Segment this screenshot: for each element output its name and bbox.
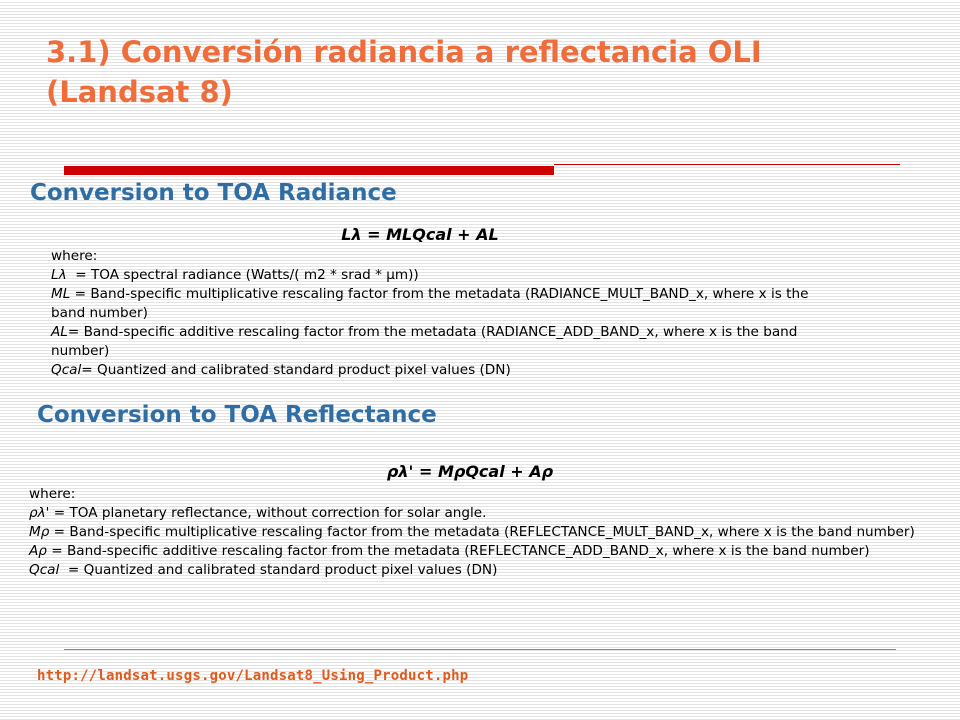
term-symbol: ML	[51, 286, 71, 302]
radiance-term	[51, 361, 831, 380]
term-description: = Quantized and calibrated standard product pixel values (DN)	[59, 562, 498, 578]
term-symbol: Qcal	[29, 562, 60, 578]
radiance-formula: Lλ = MLQcal + AL	[341, 225, 499, 244]
term-symbol: Lλ	[51, 267, 67, 283]
reflectance-where-label: where:	[29, 486, 76, 502]
reflectance-term	[29, 504, 924, 523]
title-divider-thick	[64, 166, 554, 175]
term-description: = Band-specific additive rescaling factor from the metadata (RADIANCE_ADD_BAND_x, where x is the band number)	[51, 324, 802, 359]
reflectance-definitions	[29, 485, 924, 580]
reflectance-heading: Conversion to TOA Reflectance	[37, 402, 437, 428]
reflectance-term	[29, 542, 924, 561]
radiance-heading: Conversion to TOA Radiance	[30, 180, 397, 206]
term-symbol: ρλ'	[29, 505, 50, 521]
term-symbol: Mρ	[29, 524, 50, 540]
term-description: = Band-specific additive rescaling factor from the metadata (REFLECTANCE_ADD_BAND_x, where x is the band number)	[46, 543, 870, 559]
radiance-where-label: where:	[51, 248, 98, 264]
radiance-definitions	[51, 247, 831, 380]
term-description: = Quantized and calibrated standard product pixel values (DN)	[81, 362, 511, 378]
title-divider-thin	[554, 164, 900, 165]
term-description: = TOA spectral radiance (Watts/( m2 * srad * μm))	[66, 267, 419, 283]
term-symbol: Qcal	[51, 362, 82, 378]
radiance-term	[51, 285, 831, 323]
slide-title-line-2: (Landsat 8)	[46, 75, 233, 109]
term-symbol: AL	[51, 324, 68, 340]
footer-divider	[64, 649, 896, 650]
reflectance-term	[29, 561, 924, 580]
radiance-term	[51, 323, 831, 361]
reflectance-formula: ρλ' = MρQcal + Aρ	[386, 462, 554, 481]
slide-title	[46, 32, 926, 112]
term-description: = Band-specific multiplicative rescaling factor from the metadata (RADIANCE_MULT_BAND_x, where x is the band number)	[51, 286, 813, 321]
term-description: = Band-specific multiplicative rescaling factor from the metadata (REFLECTANCE_MULT_BAND_x, where x is the band number)	[49, 524, 915, 540]
radiance-term	[51, 266, 831, 285]
reflectance-term	[29, 523, 924, 542]
slide-title-line-1: 3.1) Conversión radiancia a reflectancia OLI	[46, 35, 762, 69]
term-description: = TOA planetary reflectance, without correction for solar angle.	[49, 505, 487, 521]
source-link[interactable]: http://landsat.usgs.gov/Landsat8_Using_Product.php	[37, 668, 469, 684]
term-symbol: Aρ	[29, 543, 47, 559]
